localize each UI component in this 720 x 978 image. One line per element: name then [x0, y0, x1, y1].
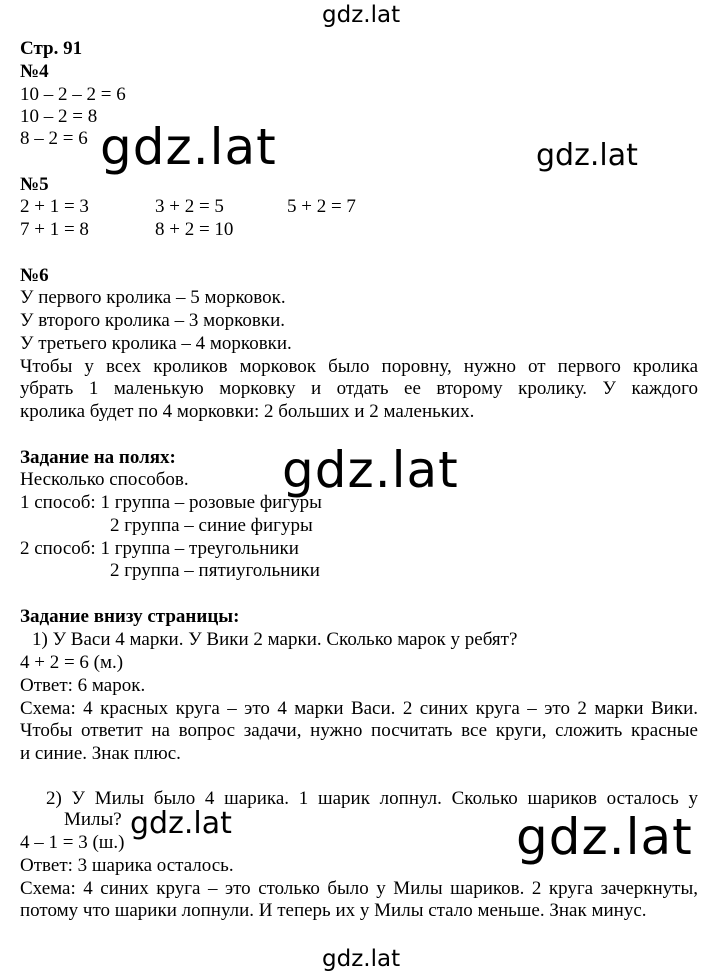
bottom-task-line: Схема: 4 красных круга – это 4 марки Васи. 2 синих круга – это 2 марки Вики. — [20, 698, 698, 719]
task5-cell: 7 + 1 = 8 — [20, 219, 89, 240]
bottom-task-title: Задание внизу страницы: — [20, 606, 240, 627]
margin-task-line: 1 способ: 1 группа – розовые фигуры — [20, 492, 322, 513]
watermark: gdz.lat — [516, 808, 693, 866]
task6-line: У третьего кролика – 4 морковки. — [20, 333, 292, 354]
bottom-task-line: и синие. Знак плюс. — [20, 743, 181, 764]
margin-task-line: 2 способ: 1 группа – треугольники — [20, 538, 299, 559]
task6-line: У первого кролика – 5 морковок. — [20, 287, 286, 308]
bottom-task-line: 4 – 1 = 3 (ш.) — [20, 832, 125, 853]
margin-task-line: Несколько способов. — [20, 469, 189, 490]
watermark: gdz.lat — [130, 806, 232, 841]
bottom-task-line: Милы? — [64, 809, 122, 830]
bottom-task-line: 1) У Васи 4 марки. У Вики 2 марки. Сколько марок у ребят? — [32, 629, 518, 650]
task4-title: №4 — [20, 61, 49, 82]
watermark: gdz.lat — [282, 441, 459, 499]
task6-line: У второго кролика – 3 морковки. — [20, 310, 285, 331]
bottom-task-line: потому что шарики лопнули. И теперь их у Милы стало меньше. Знак минус. — [20, 900, 647, 921]
margin-task-title: Задание на полях: — [20, 447, 176, 468]
watermark: gdz.lat — [100, 118, 277, 176]
task4-line: 8 – 2 = 6 — [20, 128, 88, 149]
watermark-bottom: gdz.lat — [322, 946, 401, 972]
margin-task-line: 2 группа – пятиугольники — [110, 560, 320, 581]
bottom-task-line: 2) У Милы было 4 шарика. 1 шарик лопнул. Сколько шариков осталось у — [46, 788, 698, 809]
task4-line: 10 – 2 – 2 = 6 — [20, 84, 126, 105]
task6-line: Чтобы у всех кроликов морковок было поровну, нужно от первого кролика — [20, 356, 698, 377]
task4-line: 10 – 2 = 8 — [20, 106, 98, 127]
bottom-task-line: Ответ: 6 марок. — [20, 675, 146, 696]
task5-cell: 2 + 1 = 3 — [20, 196, 89, 217]
bottom-task-line: 4 + 2 = 6 (м.) — [20, 652, 124, 673]
task5-cell: 5 + 2 = 7 — [287, 196, 356, 217]
page-number: Стр. 91 — [20, 38, 83, 59]
task6-line: убрать 1 маленькую морковку и отдать ее второму кролику. У каждого — [20, 378, 698, 399]
task5-cell: 3 + 2 = 5 — [155, 196, 224, 217]
task6-title: №6 — [20, 265, 49, 286]
bottom-task-line: Ответ: 3 шарика осталось. — [20, 855, 234, 876]
task6-line: кролика будет по 4 морковки: 2 больших и 2 маленьких. — [20, 401, 475, 422]
bottom-task-line: Чтобы ответит на вопрос задачи, нужно посчитать все круги, сложить красные — [20, 720, 698, 741]
watermark-top: gdz.lat — [322, 2, 401, 28]
margin-task-line: 2 группа – синие фигуры — [110, 515, 313, 536]
watermark: gdz.lat — [536, 138, 638, 173]
bottom-task-line: Схема: 4 синих круга – это столько было у Милы шариков. 2 круга зачеркнуты, — [20, 878, 698, 899]
task5-title: №5 — [20, 174, 49, 195]
task5-cell: 8 + 2 = 10 — [155, 219, 234, 240]
